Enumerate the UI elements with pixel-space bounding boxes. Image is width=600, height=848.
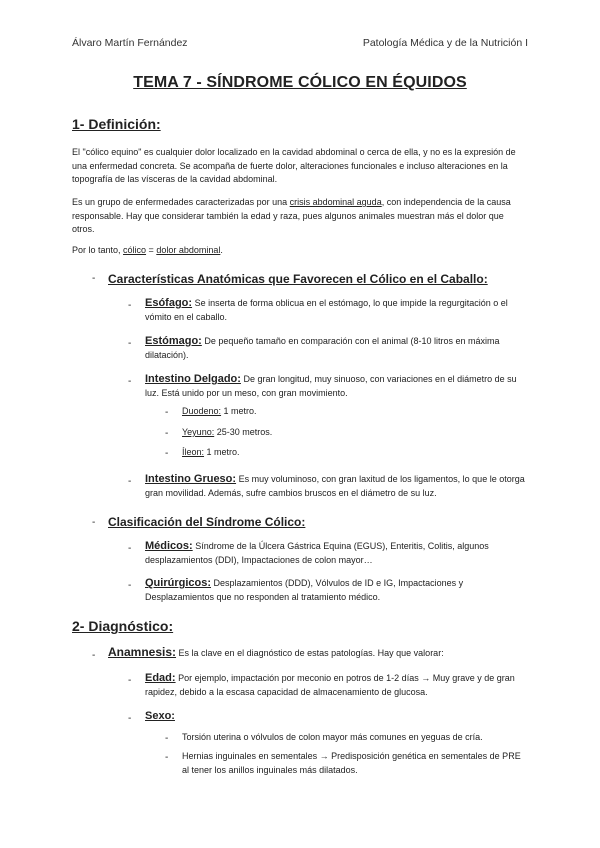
- item-sexo: [145, 710, 528, 724]
- term-intestino-delgado: Intestino Delgado:: [145, 373, 241, 385]
- dash-bullet: -: [128, 300, 132, 311]
- subheading-caracteristicas: Características Anatómicas que Favorecen el Cólico en el Caballo:: [108, 272, 488, 286]
- dash-bullet: -: [165, 752, 169, 763]
- item-duodeno: [182, 405, 528, 419]
- paragraph-definicion-2: [72, 196, 528, 237]
- item-text: Se inserta de forma oblicua en el estómago, lo que impide la regurgitación o el vómito en el caballo.: [145, 298, 508, 322]
- text-run: .: [220, 245, 223, 255]
- text-run: =: [146, 245, 157, 255]
- dash-bullet: -: [165, 733, 169, 744]
- term-intestino-grueso: Intestino Grueso:: [145, 473, 237, 485]
- dash-bullet: -: [128, 675, 132, 686]
- underlined-term: dolor abdominal: [156, 245, 221, 255]
- item-intestino-delgado: [145, 373, 528, 400]
- term-yeyuno: Yeyuno:: [182, 427, 215, 437]
- dash-bullet: -: [92, 517, 96, 528]
- item-sexo-1: Torsión uterina o vólvulos de colon mayor más comunes en yeguas de cría.: [182, 732, 483, 742]
- text-run: Es un grupo de enfermedades caracterizadas por una: [72, 197, 290, 207]
- dash-bullet: -: [92, 273, 96, 284]
- header-subject: Patología Médica y de la Nutrición I: [362, 37, 528, 49]
- item-yeyuno: [182, 426, 528, 440]
- item-sexo-2: Hernias inguinales en sementales → Predisposición genética en sementales de PRE al tener los anillos inguinales más dilatados.: [182, 751, 521, 775]
- item-intestino-grueso: [145, 473, 528, 500]
- subheading-clasificacion: Clasificación del Síndrome Cólico:: [108, 515, 306, 529]
- dash-bullet: -: [128, 476, 132, 487]
- page-title: TEMA 7 - SÍNDROME CÓLICO EN ÉQUIDOS: [133, 74, 467, 91]
- dash-bullet: -: [128, 338, 132, 349]
- term-medicos: Médicos:: [145, 540, 193, 552]
- term-anamnesis: Anamnesis:: [108, 645, 177, 659]
- item-medicos: [145, 540, 528, 567]
- dash-bullet: -: [92, 650, 96, 661]
- dash-bullet: -: [128, 713, 132, 724]
- item-anamnesis: [108, 646, 528, 661]
- dash-bullet: -: [128, 543, 132, 554]
- item-text: Es muy voluminoso, con gran laxitud de los ligamentos, lo que le otorga gran movilidad. Además, sufre cambios bruscos en el diámetro de su luz.: [145, 474, 525, 498]
- underlined-term: cólico: [123, 245, 147, 255]
- paragraph-definicion-1: El "cólico equino" es cualquier dolor localizado en la cavidad abdominal o cerca de ella, y no es la expresión de una enfermedad concreta. Se acompaña de fuerte dolor, alteraciones funcionales e incluso alteraciones en la topografía de las vísceras de la cavidad abdominal.: [72, 147, 516, 184]
- term-edad: Edad:: [145, 672, 176, 684]
- dash-bullet: -: [128, 376, 132, 387]
- item-text: Desplazamientos (DDD), Vólvulos de ID e IG, Impactaciones y Desplazamientos que no responden al tratamiento médico.: [145, 578, 464, 602]
- section-heading-definicion: 1- Definición:: [72, 116, 161, 132]
- dash-bullet: -: [165, 407, 169, 418]
- dash-bullet: -: [165, 428, 169, 439]
- term-duodeno: Duodeno:: [182, 406, 222, 416]
- item-estomago: [145, 335, 528, 362]
- header-author: Álvaro Martín Fernández: [72, 37, 188, 49]
- item-quirurgicos: [145, 577, 528, 604]
- item-text: Por ejemplo, impactación por meconio en potros de 1-2 días → Muy grave y de gran rapidez, debido a la escasa capacidad de almacenamiento de glucosa.: [145, 673, 515, 697]
- item-text: 25-30 metros.: [214, 427, 273, 437]
- term-sexo: Sexo:: [145, 710, 175, 722]
- dash-bullet: -: [128, 580, 132, 591]
- dash-bullet: -: [165, 448, 169, 459]
- item-ileon: [182, 446, 528, 460]
- item-text: Síndrome de la Úlcera Gástrica Equina (EGUS), Enteritis, Colitis, algunos desplazamientos (DDI), Impactaciones de colon mayor…: [145, 541, 489, 565]
- item-esofago: [145, 297, 528, 324]
- item-text: De pequeño tamaño en comparación con el animal (8-10 litros en máxima dilatación).: [145, 336, 500, 360]
- paragraph-definicion-3: [72, 244, 528, 258]
- term-estomago: Estómago:: [145, 335, 202, 347]
- item-text: De gran longitud, muy sinuoso, con variaciones en el diámetro de su luz. Está unido por un meso, con gran movimiento.: [145, 374, 517, 398]
- text-run: Por lo tanto,: [72, 245, 124, 255]
- section-heading-diagnostico: 2- Diagnóstico:: [72, 618, 174, 634]
- item-text: Es la clave en el diagnóstico de estas patologías. Hay que valorar:: [176, 648, 444, 658]
- item-text: 1 metro.: [221, 406, 257, 416]
- term-ileon: Íleon:: [182, 447, 205, 457]
- text-run: , con independencia de la causa responsable. Hay que considerar también la edad y raza, pues algunos animales muestran más el dolor que otros.: [72, 197, 511, 234]
- term-quirurgicos: Quirúrgicos:: [145, 577, 212, 589]
- item-edad: [145, 672, 528, 699]
- underlined-term: crisis abdominal aguda: [289, 197, 382, 207]
- item-text: 1 metro.: [204, 447, 240, 457]
- term-esofago: Esófago:: [145, 297, 193, 309]
